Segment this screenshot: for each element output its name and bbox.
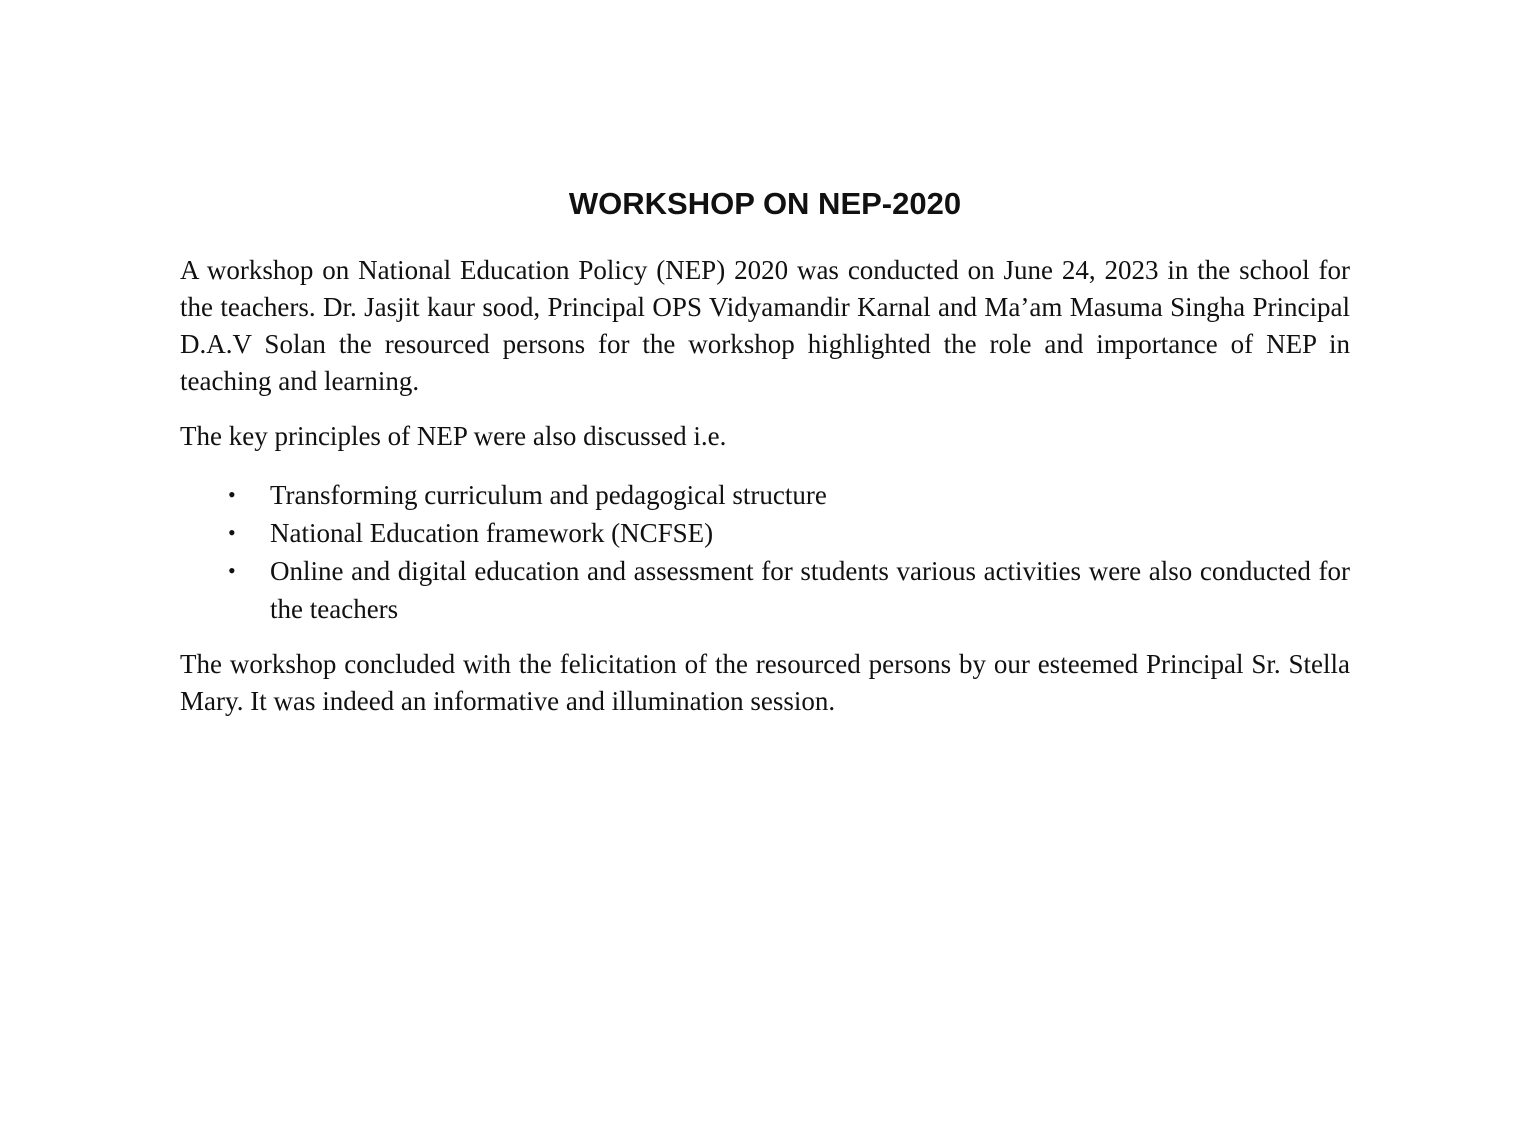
intro-paragraph: A workshop on National Education Policy (NEP) 2020 was conducted on June 24, 2023 in the school for the teachers. Dr. Jasjit kaur sood, Principal OPS Vidyamandir Karnal and Ma’am Masuma Singha Principal D.A.V Solan the resourced persons for the workshop highlighted the role and importance of NEP in teaching and learning. [180,255,1350,396]
document-title: WORKSHOP ON NEP-2020 [568,186,962,221]
list-item [180,476,1350,514]
list-item-text: Transforming curriculum and pedagogical structure [270,480,827,510]
bullet-icon: • [228,482,236,507]
principles-intro-paragraph: The key principles of NEP were also discussed i.e. [180,421,727,451]
list-item [180,552,1350,628]
document-body [180,252,1350,720]
bullet-icon: • [228,558,236,583]
list-item [180,514,1350,552]
list-item-text: Online and digital education and assessment for students various activities were also conducted for the teachers [270,556,1350,624]
bullet-icon: • [228,520,236,545]
conclusion-paragraph: The workshop concluded with the felicitation of the resourced persons by our esteemed Principal Sr. Stella Mary. It was indeed an informative and illumination session. [180,649,1350,716]
list-item-text: National Education framework (NCFSE) [270,518,714,548]
principles-list [180,476,1350,628]
